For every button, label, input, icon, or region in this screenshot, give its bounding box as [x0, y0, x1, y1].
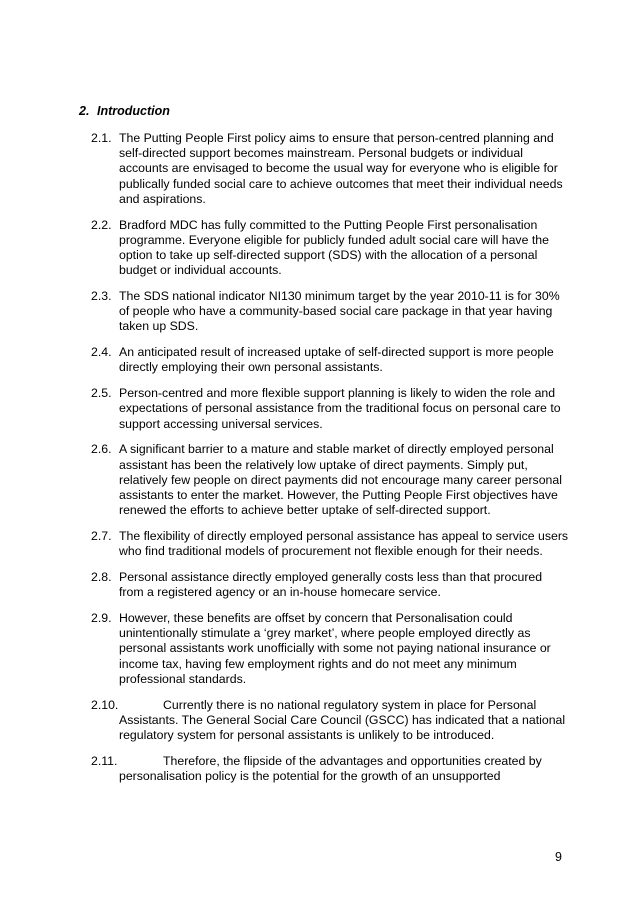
paragraph-number: 2.2.	[91, 217, 112, 232]
section-number: 2.	[79, 104, 90, 118]
paragraph-number: 2.10.	[91, 697, 119, 712]
page-number: 9	[555, 850, 562, 864]
paragraph-text: An anticipated result of increased uptake of self-directed support is more people directly employing their own personal assistants.	[119, 345, 554, 375]
paragraph-2-8	[91, 570, 569, 600]
section-title: Introduction	[97, 104, 170, 118]
paragraph-number: 2.4.	[91, 345, 112, 360]
paragraph-text: The Putting People First policy aims to ensure that person-centred planning and self-directed support becomes mainstream. Personal budgets or individual accounts are envisaged to become the usual way for everyone who is eligible for publically funded social care to achieve outcomes that meet their individual needs and aspirations.	[119, 131, 563, 206]
section-heading	[79, 103, 170, 119]
paragraph-2-2	[91, 218, 569, 279]
paragraph-2-5	[91, 386, 569, 432]
paragraph-number: 2.7.	[91, 529, 112, 544]
paragraph-number: 2.9.	[91, 611, 112, 626]
paragraph-text: A significant barrier to a mature and stable market of directly employed personal assistant has been the relatively low uptake of direct payments. Simply put, relatively few people on direct payments did not encourage many career personal assistants to enter the market. However, the Putting People First objectives have renewed the efforts to achieve better uptake of self-directed support.	[119, 442, 562, 518]
paragraph-2-7	[91, 529, 569, 559]
paragraph-text: Personal assistance directly employed generally costs less than that procured from a registered agency or an in-house homecare service.	[119, 570, 543, 600]
paragraph-text: Bradford MDC has fully committed to the Putting People First personalisation programme. Everyone eligible for publicly funded adult social care will have the option to take up self-directed support (SDS) with the allocation of a personal budget or individual accounts.	[119, 217, 549, 278]
paragraph-number: 2.3.	[91, 289, 112, 304]
paragraph-2-3	[91, 289, 569, 335]
numbered-paragraphs	[91, 131, 569, 795]
paragraph-number: 2.5.	[91, 386, 112, 401]
paragraph-2-1	[91, 131, 569, 207]
paragraph-2-4	[91, 345, 569, 375]
paragraph-text: Therefore, the flipside of the advantages and opportunities created by personalisation policy is the potential for the growth of an unsupported	[119, 753, 542, 784]
paragraph-2-11	[91, 754, 569, 784]
paragraph-text: However, these benefits are offset by concern that Personalisation could unintentionally stimulate a ‘grey market’, where people employed directly as personal assistants work unofficially with some not paying national insurance or income tax, having few employment rights and do not meet any minimum professional standards.	[119, 611, 551, 686]
paragraph-text: The flexibility of directly employed personal assistance has appeal to service users who find traditional models of procurement not flexible enough for their needs.	[119, 529, 569, 559]
paragraph-number: 2.6.	[91, 442, 112, 457]
paragraph-2-9	[91, 611, 569, 687]
paragraph-2-6	[91, 442, 569, 518]
paragraph-text: Person-centred and more flexible support planning is likely to widen the role and expectations of personal assistance from the traditional focus on personal care to support accessing universal services.	[119, 386, 561, 431]
paragraph-text: The SDS national indicator NI130 minimum target by the year 2010-11 is for 30% of people who have a community-based social care package in that year having taken up SDS.	[119, 289, 560, 334]
paragraph-text: Currently there is no national regulatory system in place for Personal Assistants. The General Social Care Council (GSCC) has indicated that a national regulatory system for personal assistants is unlikely to be introduced.	[119, 697, 566, 743]
paragraph-number: 2.1.	[91, 131, 112, 145]
paragraph-2-10	[91, 698, 569, 744]
paragraph-number: 2.8.	[91, 570, 112, 585]
paragraph-number: 2.11.	[91, 753, 118, 768]
